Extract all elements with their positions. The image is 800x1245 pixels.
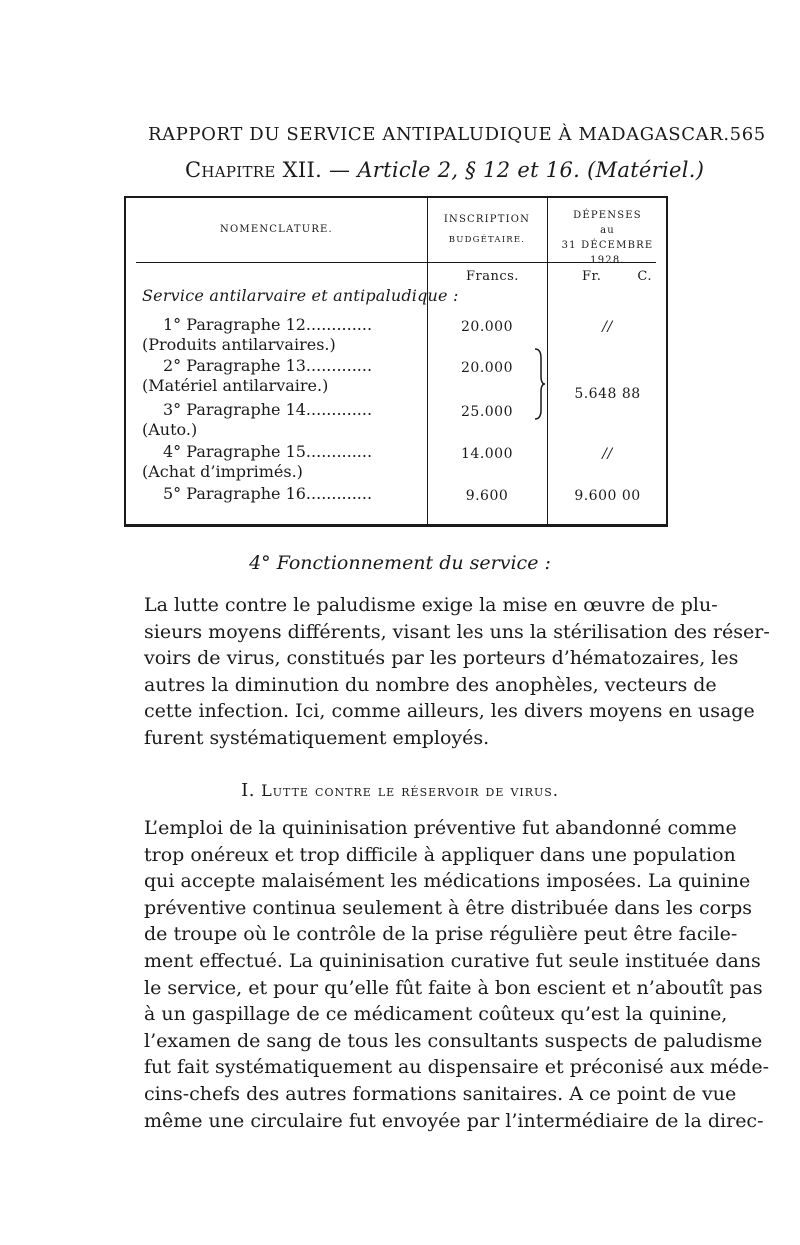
page-number: 565 (729, 124, 766, 145)
text-line: sieurs moyens différents, visant les uns la stérilisation des réser- (144, 620, 770, 643)
grouped-depense: 5.648 88 (574, 386, 641, 402)
header-inscription-line1: INSCRIPTION (443, 214, 531, 225)
unit-fr: Fr. (582, 269, 602, 284)
table-row-label: 2° Paragraphe 13............. (163, 356, 373, 375)
table-row-inscription: 14.000 (461, 446, 513, 462)
table-row-inscription: 9.600 (465, 488, 509, 504)
table-row-inscription: 20.000 (461, 360, 513, 376)
curly-brace-icon (531, 348, 545, 420)
text-line: autres la diminution du nombre des anophèles, vecteurs de (144, 673, 717, 696)
text-line: cins-chefs des autres formations sanitaires. A ce point de vue (144, 1082, 737, 1105)
paragraph-2 (144, 815, 770, 1134)
chapter-dash: — (329, 158, 351, 182)
text-line: le service, et pour qu’elle fût faite à bon escient et n’aboutît pas (144, 976, 763, 999)
text-line: L’emploi de la quininisation préventive fut abandonné comme (144, 817, 737, 839)
section-title: 4° Fonctionnement du service : (249, 552, 551, 574)
section-heading (0, 780, 800, 801)
chapter-label: Chapitre XII. (185, 158, 323, 182)
text-line: furent systématiquement employés. (144, 726, 490, 749)
text-line: à un gaspillage de ce médicament coûteux qu’est la quinine, (144, 1003, 728, 1026)
heading-text: Lutte contre le réservoir de virus. (261, 781, 559, 800)
table-row-sub: (Matériel antilarvaire.) (142, 376, 329, 395)
running-title: RAPPORT DU SERVICE ANTIPALUDIQUE À MADAGASCAR. (148, 124, 730, 145)
table-row-label: 5° Paragraphe 16............. (163, 484, 373, 503)
text-line: l’examen de sang de tous les consultants suspects de paludisme (144, 1029, 763, 1052)
table-row-label: 3° Paragraphe 14............. (163, 400, 373, 419)
table-row-sub: (Auto.) (142, 420, 198, 439)
text-line: cette infection. Ici, comme ailleurs, les divers moyens en usage (144, 700, 755, 723)
chapter-article: Article 2, § 12 et 16. (357, 158, 581, 182)
text-line: La lutte contre le paludisme exige la mise en œuvre de plu- (144, 594, 718, 616)
unit-fr-c (582, 269, 652, 284)
budget-table (124, 196, 668, 527)
header-depenses-line3: 31 DÉCEMBRE 1928. (561, 240, 654, 266)
header-inscription (427, 212, 547, 248)
heading-number: I. (241, 780, 255, 801)
header-depenses-line2: au (600, 225, 615, 236)
text-line: même une circulaire fut envoyée par l’intermédiaire de la direc- (144, 1109, 764, 1132)
text-line: ment effectué. La quininisation curative fut seule instituée dans (144, 949, 761, 972)
table-row-inscription: 20.000 (461, 319, 513, 335)
text-line: voirs de virus, constitués par les porteurs d’hématozaires, les (144, 647, 739, 670)
table-row-depense: 9.600 00 (574, 488, 641, 504)
paragraph-1 (144, 592, 770, 752)
table-row-sub: (Produits antilarvaires.) (142, 335, 336, 354)
text-line: qui accepte malaisément les médications imposées. La quinine (144, 870, 751, 893)
header-inscription-line2: BUDGÉTAIRE. (448, 235, 526, 245)
table-row-sub: (Achat d’imprimés.) (142, 462, 303, 481)
running-header (148, 124, 766, 145)
unit-francs: Francs. (466, 269, 519, 284)
table-row-inscription: 25.000 (461, 404, 513, 420)
header-nomenclature: NOMENCLATURE. (220, 224, 333, 235)
chapter-materiel: (Matériel.) (587, 158, 705, 182)
table-row-depense: // (602, 319, 613, 335)
header-depenses-line1: DÉPENSES (573, 210, 642, 221)
table-row-label: 4° Paragraphe 15............. (163, 442, 373, 461)
table-row-label: 1° Paragraphe 12............. (163, 315, 373, 334)
text-line: préventive continua seulement à être distribuée dans les corps (144, 896, 753, 919)
section-label: Service antilarvaire et antipaludique : (142, 286, 459, 305)
table-row-depense: // (602, 446, 613, 462)
unit-c: C. (637, 269, 652, 284)
text-line: trop onéreux et trop difficile à appliquer dans une population (144, 843, 736, 866)
header-depenses (547, 208, 668, 268)
text-line: de troupe où le contrôle de la prise régulière peut être facile- (144, 923, 738, 946)
chapter-heading (185, 158, 704, 182)
text-line: fut fait systématiquement au dispensaire et préconisé aux méde- (144, 1056, 770, 1079)
